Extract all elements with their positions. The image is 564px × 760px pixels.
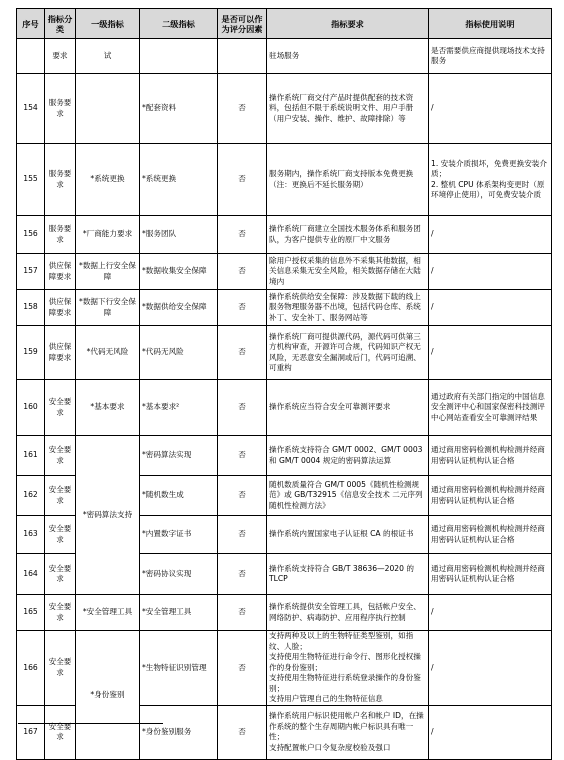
level1-indicator: *密码算法支持 <box>76 436 140 595</box>
scoring-answer: 否 <box>218 290 267 326</box>
usage-note: 通过商用密码检测机构检测并经商用密码认证机构认证合格 <box>429 516 552 554</box>
usage-note: / <box>429 254 552 290</box>
row-number: 167 <box>17 705 45 759</box>
table-row <box>17 144 552 216</box>
scoring-answer: 否 <box>218 144 267 216</box>
requirement-text: 操作系统厂商建立全国技术服务体系和服务团队，为客户提供专业的原厂中文服务 <box>267 216 429 254</box>
table-header-row <box>17 9 552 39</box>
requirement-text: 操作系统应当符合安全可靠测评要求 <box>267 380 429 436</box>
usage-note: 通过政府有关部门指定的中国信息安全测评中心和国家保密科技测评中心网站查看安全可靠测评结果 <box>429 380 552 436</box>
level1-indicator: *数据上行安全保障 <box>76 254 140 290</box>
requirement-text: 支持两种及以上的生物特征类型鉴别，如指纹、人脸； 支持使用生物特征进行命令行、图形化授权操作的身份鉴别； 支持使用生物特征进行系统登录操作的身份鉴别； 支持用户管理自己的生物特征信息 <box>267 631 429 706</box>
level1-indicator: *身份鉴别 <box>76 631 140 760</box>
scoring-answer: 否 <box>218 436 267 476</box>
table-row <box>17 595 552 631</box>
row-number: 161 <box>17 436 45 476</box>
category-cell: 安全要求 <box>45 554 76 595</box>
usage-note: 是否需要供应商提供现场技术支持服务 <box>429 39 552 74</box>
category-cell: 要求 <box>45 39 76 74</box>
usage-note: 通过商用密码检测机构检测并经商用密码认证机构认证合格 <box>429 476 552 516</box>
category-cell: 安全要求 <box>45 380 76 436</box>
requirement-text: 操作系统厂商可提供源代码，源代码可供第三方机构审查，开源许可合规，代码知识产权无风险，无恶意安全漏洞或后门，代码可追溯、可重构 <box>267 326 429 380</box>
header-level1: 一级指标 <box>76 9 140 39</box>
level1-indicator: *厂商能力要求 <box>76 216 140 254</box>
table-row <box>17 39 552 74</box>
row-number: 162 <box>17 476 45 516</box>
level2-indicator: *生物特征识别管理 <box>140 631 218 706</box>
level2-indicator: *服务团队 <box>140 216 218 254</box>
category-cell: 供应保障要求 <box>45 254 76 290</box>
level1-indicator: *基本要求 <box>76 380 140 436</box>
requirement-text: 服务期内，操作系统厂商支持版本免费更换（注：更换后不延长服务期） <box>267 144 429 216</box>
row-number: 160 <box>17 380 45 436</box>
category-cell: 安全要求 <box>45 476 76 516</box>
row-number: 165 <box>17 595 45 631</box>
requirement-text: 操作系统用户标识使用帐户名和帐户 ID，在操作系统的整个生存周期内帐户标识具有唯一性； 支持配置帐户口令复杂度校验及强口 <box>267 705 429 759</box>
level2-indicator: *内置数字证书 <box>140 516 218 554</box>
table-row <box>17 326 552 380</box>
requirement-text: 随机数质量符合 GM/T 0005《随机性检测规范》或 GB/T32915《信息安全技术 二元序列随机性检测方法》 <box>267 476 429 516</box>
table-row <box>17 380 552 436</box>
category-cell: 服务要求 <box>45 74 76 144</box>
scoring-answer: 否 <box>218 380 267 436</box>
level2-indicator: *随机数生成 <box>140 476 218 516</box>
usage-note: / <box>429 290 552 326</box>
usage-note: / <box>429 326 552 380</box>
category-cell: 安全要求 <box>45 516 76 554</box>
level1-indicator: *数据下行安全保障 <box>76 290 140 326</box>
scoring-answer: 否 <box>218 516 267 554</box>
table-row <box>17 631 552 706</box>
level2-indicator: *数据收集安全保障 <box>140 254 218 290</box>
requirement-text: 操作系统内置国家电子认证根 CA 的根证书 <box>267 516 429 554</box>
table-row <box>17 74 552 144</box>
level1-indicator: *代码无风险 <box>76 326 140 380</box>
level2-indicator: *基本要求² <box>140 380 218 436</box>
scoring-answer: 否 <box>218 254 267 290</box>
level2-indicator: *系统更换 <box>140 144 218 216</box>
footnote-rule <box>18 723 163 724</box>
level2-indicator: *代码无风险 <box>140 326 218 380</box>
scoring-answer: 否 <box>218 554 267 595</box>
level2-indicator: *身份鉴别服务 <box>140 705 218 759</box>
requirement-text: 操作系统支持符合 GM/T 0002、GM/T 0003 和 GM/T 0004 规定的密码算法运算 <box>267 436 429 476</box>
level2-indicator: *配套资料 <box>140 74 218 144</box>
usage-note: / <box>429 595 552 631</box>
row-number: 154 <box>17 74 45 144</box>
level2-indicator: *安全管理工具 <box>140 595 218 631</box>
row-number: 166 <box>17 631 45 706</box>
scoring-answer: 否 <box>218 705 267 759</box>
header-requirement: 指标要求 <box>267 9 429 39</box>
requirement-text: 操作系统提供安全管理工具，包括帐户安全、网络防护、病毒防护、应用程序执行控制 <box>267 595 429 631</box>
usage-note: 通过商用密码检测机构检测并经商用密码认证机构认证合格 <box>429 436 552 476</box>
row-number: 157 <box>17 254 45 290</box>
level2-indicator <box>140 39 218 74</box>
requirement-text: 驻场服务 <box>267 39 429 74</box>
table-row <box>17 436 552 476</box>
level2-indicator: *数据供给安全保障 <box>140 290 218 326</box>
scoring-answer: 否 <box>218 631 267 706</box>
level1-indicator: *安全管理工具 <box>76 595 140 631</box>
level2-indicator: *密码协议实现 <box>140 554 218 595</box>
level2-indicator: *密码算法实现 <box>140 436 218 476</box>
scoring-answer: 否 <box>218 326 267 380</box>
header-category: 指标分类 <box>45 9 76 39</box>
row-number: 155 <box>17 144 45 216</box>
requirement-text: 操作系统供给安全保障：涉及数据下载的线上服务物理服务器不出境，包括代码仓库、系统补丁、安全补丁、服务网站等 <box>267 290 429 326</box>
row-number: 159 <box>17 326 45 380</box>
requirement-text: 除用户授权采集的信息外不采集其他数据，相关信息采集无安全风险，相关数据存储在大陆境内 <box>267 254 429 290</box>
requirement-text: 操作系统厂商交付产品时提供配套的技术资料，包括但不限于系统说明文件、用户手册（用户安装、操作、维护、故障排除）等 <box>267 74 429 144</box>
category-cell: 供应保障要求 <box>45 326 76 380</box>
indicator-table <box>16 8 552 760</box>
requirement-text: 操作系统支持符合 GB/T 38636—2020 的 TLCP <box>267 554 429 595</box>
scoring-answer: 否 <box>218 476 267 516</box>
scoring-answer: 否 <box>218 595 267 631</box>
category-cell: 安全要求 <box>45 595 76 631</box>
usage-note: 通过商用密码检测机构检测并经商用密码认证机构认证合格 <box>429 554 552 595</box>
level1-indicator: 试 <box>76 39 140 74</box>
table-row <box>17 254 552 290</box>
level1-indicator <box>76 74 140 144</box>
header-usage-note: 指标使用说明 <box>429 9 552 39</box>
table-body <box>17 39 552 760</box>
header-no: 序号 <box>17 9 45 39</box>
category-cell: 供应保障要求 <box>45 290 76 326</box>
row-number: 164 <box>17 554 45 595</box>
row-number: 158 <box>17 290 45 326</box>
usage-note: / <box>429 631 552 706</box>
scoring-answer <box>218 39 267 74</box>
row-number: 156 <box>17 216 45 254</box>
usage-note: 1. 安装介质损坏，免费更换安装介质； 2. 整机 CPU 体系架构变更时（原环境停止使用），可免费安装介质 <box>429 144 552 216</box>
scoring-answer: 否 <box>218 216 267 254</box>
usage-note: / <box>429 216 552 254</box>
level1-indicator: *系统更换 <box>76 144 140 216</box>
usage-note: / <box>429 74 552 144</box>
table-row <box>17 290 552 326</box>
header-scoring: 是否可以作为评分因素 <box>218 9 267 39</box>
category-cell: 安全要求 <box>45 631 76 706</box>
usage-note: / <box>429 705 552 759</box>
category-cell: 安全要求 <box>45 436 76 476</box>
header-level2: 二级指标 <box>140 9 218 39</box>
category-cell: 服务要求 <box>45 216 76 254</box>
category-cell: 安全要求 <box>45 705 76 759</box>
row-number: 163 <box>17 516 45 554</box>
table-row <box>17 216 552 254</box>
scoring-answer: 否 <box>218 74 267 144</box>
category-cell: 服务要求 <box>45 144 76 216</box>
row-number <box>17 39 45 74</box>
